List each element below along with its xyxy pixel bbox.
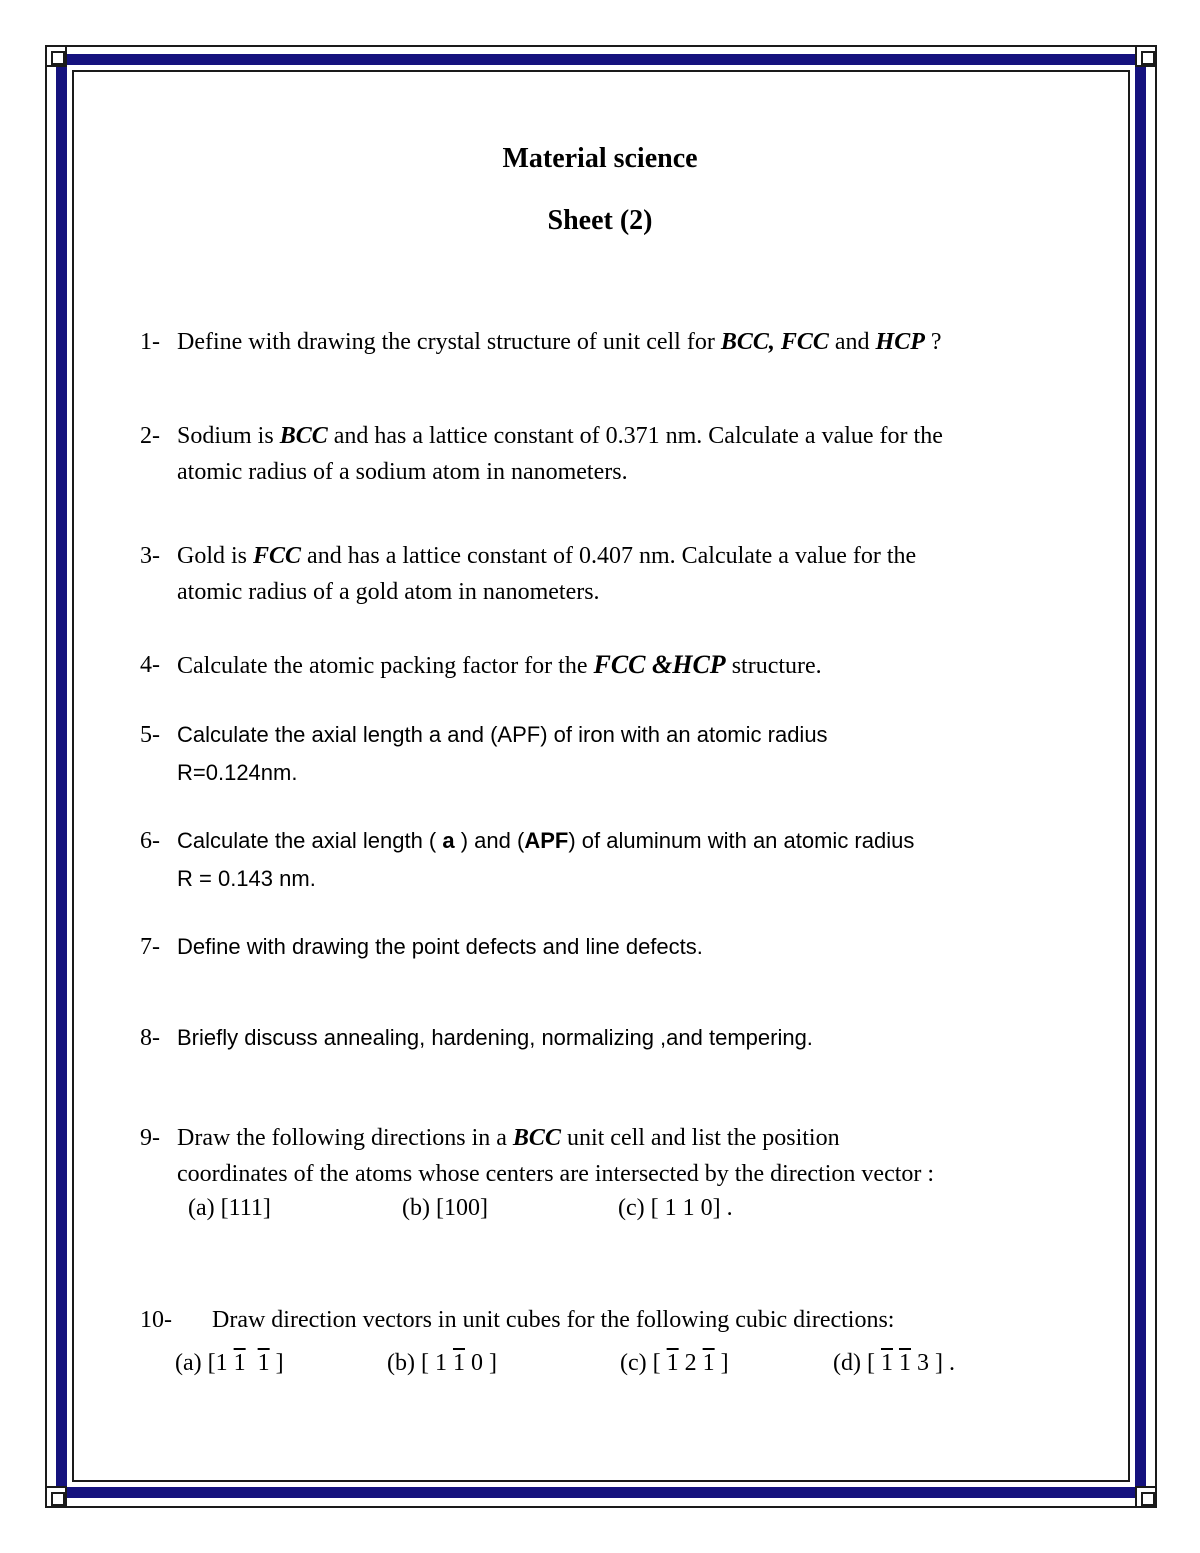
question-text-line-2: atomic radius of a sodium atom in nanometers. bbox=[177, 459, 628, 485]
option-c: (c) [ 1 2 1 ] bbox=[620, 1350, 729, 1376]
question-6 bbox=[140, 822, 1100, 898]
question-number: 10- bbox=[140, 1307, 172, 1333]
question-text: and has a lattice constant of 0.407 nm. Calculate a value for the bbox=[301, 543, 917, 569]
question-10 bbox=[140, 1302, 1100, 1338]
question-number: 3- bbox=[140, 543, 160, 569]
emphasis-text: a bbox=[442, 828, 455, 853]
question-text-line-2: R = 0.143 nm. bbox=[177, 866, 316, 891]
question-text: Draw the following directions in a bbox=[177, 1125, 513, 1151]
corner-ornament-bottom-left bbox=[45, 1486, 67, 1508]
emphasis-text: BCC, FCC bbox=[720, 329, 829, 355]
question-text: Gold is bbox=[177, 543, 254, 569]
question-number: 2- bbox=[140, 423, 160, 449]
option-a: (a) [111] bbox=[188, 1195, 271, 1221]
emphasis-text: BCC bbox=[279, 423, 328, 449]
question-number: 7- bbox=[140, 934, 160, 960]
question-text: unit cell and list the position bbox=[560, 1125, 840, 1151]
question-text-line-2: coordinates of the atoms whose centers are intersected by the direction vector : bbox=[177, 1161, 935, 1187]
emphasis-text: HCP bbox=[875, 329, 925, 355]
question-2 bbox=[140, 418, 1100, 490]
question-8 bbox=[140, 1019, 1100, 1057]
question-text: Calculate the axial length ( bbox=[177, 828, 443, 853]
question-text: Briefly discuss annealing, hardening, normalizing ,and tempering. bbox=[177, 1025, 813, 1050]
question-text-line-2: atomic radius of a gold atom in nanometers. bbox=[177, 579, 600, 605]
question-number: 4- bbox=[140, 652, 160, 678]
emphasis-text: FCC bbox=[253, 543, 302, 569]
option-b: (b) [100] bbox=[402, 1195, 488, 1221]
question-text: ) of aluminum with an atomic radius bbox=[568, 828, 915, 853]
question-text: and has a lattice constant of 0.371 nm. Calculate a value for the bbox=[327, 423, 943, 449]
option-d: (d) [ 1 1 3 ] . bbox=[833, 1350, 955, 1376]
question-number: 1- bbox=[140, 329, 160, 355]
question-number: 6- bbox=[140, 828, 160, 854]
question-text: Calculate the atomic packing factor for the bbox=[177, 653, 594, 679]
question-3 bbox=[140, 538, 1100, 610]
overbar-digit: 1 bbox=[666, 1350, 679, 1376]
overbar-digit: 1 bbox=[233, 1350, 246, 1376]
question-text-line-2: R=0.124nm. bbox=[177, 760, 298, 785]
option-b: (b) [ 1 1 0 ] bbox=[387, 1350, 497, 1376]
overbar-digit: 1 bbox=[257, 1350, 270, 1376]
option-a: (a) [1 1 1 ] bbox=[175, 1350, 284, 1376]
question-text: Define with drawing the point defects and line defects. bbox=[177, 934, 703, 959]
question-9 bbox=[140, 1120, 1100, 1192]
question-7 bbox=[140, 928, 1100, 966]
emphasis-text: FCC &HCP bbox=[593, 650, 726, 679]
question-text: and bbox=[828, 329, 876, 355]
question-text: ) and ( bbox=[454, 828, 525, 853]
question-text: Sodium is bbox=[177, 423, 280, 449]
emphasis-text: APF bbox=[524, 828, 569, 853]
question-number: 8- bbox=[140, 1025, 160, 1051]
question-number: 5- bbox=[140, 722, 160, 748]
question-text: Draw direction vectors in unit cubes for the following cubic directions: bbox=[212, 1307, 895, 1333]
option-c: (c) [ 1 1 0] . bbox=[618, 1195, 733, 1221]
corner-ornament-top-left bbox=[45, 45, 67, 67]
overbar-digit: 1 bbox=[702, 1350, 715, 1376]
question-5 bbox=[140, 716, 1100, 792]
question-number: 9- bbox=[140, 1125, 160, 1151]
question-text: Define with drawing the crystal structure of unit cell for bbox=[177, 329, 721, 355]
page-subtitle: Sheet (2) bbox=[547, 205, 653, 236]
question-text: structure. bbox=[725, 653, 822, 679]
question-4 bbox=[140, 647, 1100, 684]
question-1 bbox=[140, 324, 1100, 360]
overbar-digit: 1 bbox=[880, 1350, 893, 1376]
overbar-digit: 1 bbox=[898, 1350, 911, 1376]
question-text: ? bbox=[924, 329, 942, 355]
corner-ornament-top-right bbox=[1135, 45, 1157, 67]
question-text: Calculate the axial length a and (APF) of iron with an atomic radius bbox=[177, 722, 828, 747]
corner-ornament-bottom-right bbox=[1135, 1486, 1157, 1508]
page-title: Material science bbox=[502, 143, 698, 174]
emphasis-text: BCC bbox=[512, 1125, 561, 1151]
overbar-digit: 1 bbox=[452, 1350, 465, 1376]
